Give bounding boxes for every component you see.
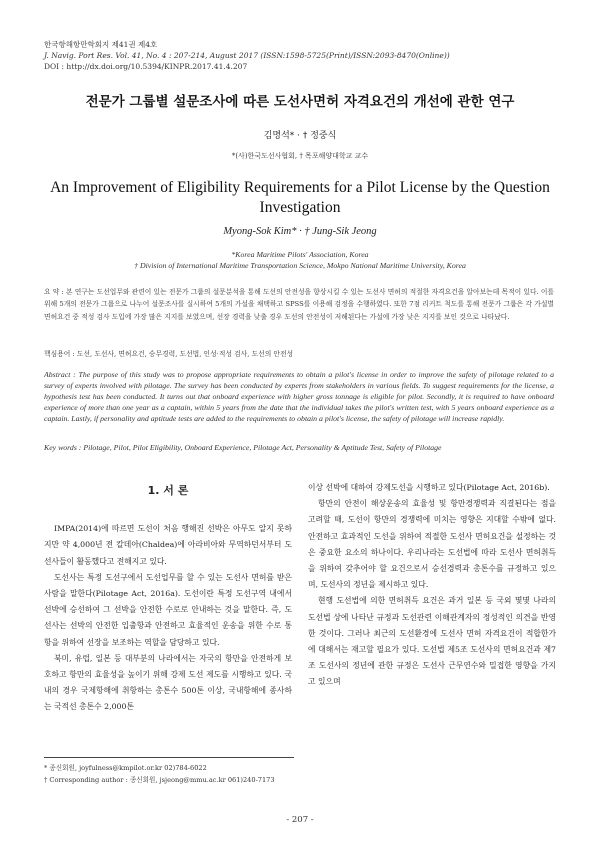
footnotes (44, 762, 304, 786)
body-paragraph: 이상 선박에 대하여 강제도선을 시행하고 있다(Pilotage Act, 2016b). (308, 483, 550, 492)
body-column-left (44, 480, 292, 716)
body-paragraph: IMPA(2014)에 따르면 도선이 처음 행해진 선박은 아무도 알지 못하지만 약 4,000년 전 칼데아(Chaldea)에 아라비아와 무역하던서부터 도선사들이 활동했다고 전해지고 있다. (44, 524, 292, 566)
journal-doi: DOI : http://dx.doi.org/10.5394/KINPR.2017.41.4.207 (44, 62, 248, 71)
footnote-1: * 종신회원, joyfulness@kmpilot.or.kr 02)784-6022 (44, 764, 207, 772)
footnote-2: † Corresponding author : 종신회원, jsjeong@mmu.ac.kr 061)240-7173 (44, 776, 275, 784)
affiliation-en-1: *Korea Maritime Pilots' Association, Korea (231, 250, 369, 259)
body-paragraph: 도선사는 특정 도선구에서 도선업무를 할 수 있는 도선사 면허를 받은 사람을 말한다(Pilotage Act, 2016a). 도선이란 특정 도선구역 내에서 선박에 승선하여 그 선박을 안전한 수로로 안내하는 것을 말한다. 즉, 도선사는 선박의 안전한 입출항과 안전하고 효율적인 운송을 위한 수로 통항을 위하여 선장을 보조하는 역할을 담당하고 있다. (44, 572, 292, 647)
abstract-ko: 요 약 : 본 연구는 도선업무와 관련이 있는 전문가 그룹의 설문분석을 통해 도선의 안전성을 향상시킬 수 있는 도선사 면허의 적절한 자격요건을 알아보는데 목적이 있다. 이를 위해 5개의 전문가 그룹으로 나누어 설문조사를 실시하여 5개의 가설을 채택하고 SPSS를 이용해 검정을 수행하였다. 또한 7점 리커트 척도를 통해 전문가 그룹은 각 가설별 면허요건 중 적성 검사 도입에 가장 많은 지지를 보였으며, 선장 경력을 낮출 경우 도선의 안전성이 저해된다는 가설에 가장 낮은 지지를 보인 것으로 나타났다. (44, 288, 554, 321)
authors-ko: 김명석* · † 정중식 (263, 131, 337, 141)
journal-header (44, 39, 564, 72)
paper-title-ko: 전문가 그룹별 설문조사에 따른 도선사면허 자격요건의 개선에 관한 연구 (85, 94, 515, 110)
affiliation-en (20, 249, 580, 271)
abstract-en: Abstract : The purpose of this study was to propose appropriate requirements to obtain a pilot's license in order to improve the safety of pilotage related to a survey of experts involved with pilotage. The survey has been conducted by experts from stakeholders in various fields. To suggest requirements for the license, a hypothesis test has been conducted. It turns out that onboard experience with higher gross tonnage is eligible for pilot. Secondly, it is required to have onboard experience of more than one year as a captain, within 5 years from the date that the individual takes the pilot's written test, with 5 years onboard experience as a captain. Lastly, if personality and aptitude tests are added to the requirements to obtain a pilot's license, the safety of pilotage will increase rapidly. (44, 370, 554, 423)
page-number: - 207 - (286, 815, 314, 825)
affiliation-ko: *(사)한국도선사협회, † 목포해양대학교 교수 (231, 152, 369, 160)
section-heading: 1. 서 론 (147, 484, 189, 497)
journal-name-ko: 한국항해항만학회지 제41권 제4호 (44, 40, 158, 49)
body-paragraph: 현행 도선법에 의한 면허취득 요건은 과거 일본 등 국외 몇몇 나라의 도선법 상에 나타난 규정과 도선관련 이해관계자의 정성적인 의견을 반영한 것이다. 그러나 최근의 도선환경에 도선사 면허 자격요건이 적합한가에 대해서는 재고할 필요가 있다. 도선법 제5조 도선사의 면허요건과 제7조 도선사의 정년에 관한 규정은 도선사 근무연수와 밀접한 영향을 가지고 있으며 (308, 596, 556, 687)
body-paragraph: 북미, 유럽, 일본 등 대부분의 나라에서는 자국의 항만을 안전하게 보호하고 항만의 효율성을 높이기 위해 강제 도선 제도를 시행하고 있다. 국내의 경우 국제항해에 취항하는 총톤수 500톤 이상, 국내항해에 종사하는 국적선 총톤수 2,000톤 (44, 653, 292, 712)
keywords-ko: 핵심용어 : 도선, 도선사, 면허요건, 승무경력, 도선법, 인성·적성 검사, 도선의 안전성 (44, 350, 294, 358)
journal-citation: J. Navig. Port Res. Vol. 41, No. 4 : 207-214, August 2017 (ISSN:1598-5725(Print)/ISSN:2093-8470(Online)) (44, 51, 450, 60)
affiliation-en-2: † Division of International Maritime Transportation Science, Mokpo National Maritime University, Korea (134, 261, 466, 270)
body-column-right (308, 480, 556, 691)
paper-title-en: An Improvement of Eligibility Requirements for a Pilot License by the Question Investigation (50, 179, 550, 216)
body-paragraph: 항만의 안전이 해상운송의 효율성 및 항만경쟁력과 직결된다는 점을 고려할 때, 도선이 항만의 경쟁력에 미치는 영향은 지대할 수밖에 없다. 안전하고 효과적인 도선을 위하여 적절한 도선사 면허요건을 설정하는 것은 중요한 요소의 하나이다. 우리나라는 도선법에 따라 도선사 면허취득을 위하여 갖추어야 할 요건으로서 승선경력과 총톤수를 규정하고 있으며, 도선사의 정년을 제시하고 있다. (308, 499, 556, 590)
keywords-en: Key words : Pilotage, Pilot, Pilot Eligibility, Onboard Experience, Pilotage Act, Personality & Aptitude Test, Safety of Pilotage (44, 443, 442, 452)
footnote-divider (44, 757, 294, 758)
authors-en: Myong-Sok Kim* · † Jung-Sik Jeong (223, 226, 377, 237)
